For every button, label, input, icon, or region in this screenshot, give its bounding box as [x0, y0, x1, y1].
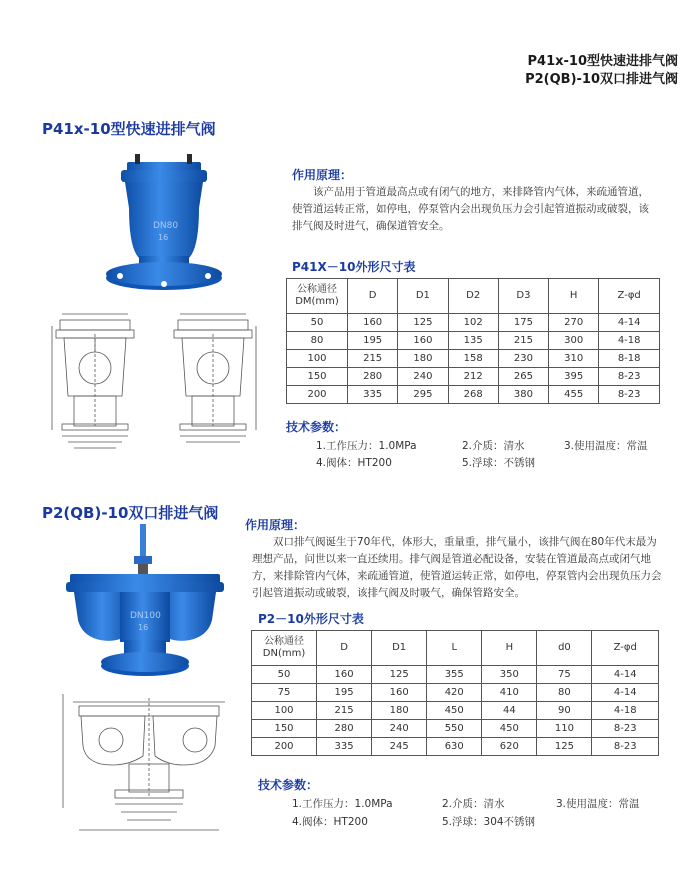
table2-header-cell: d0: [537, 631, 592, 666]
table-row: 50 160 125 102 175 270 4-14: [287, 314, 660, 332]
section1-title: P41x-10型快速进排气阀: [42, 120, 216, 138]
header-title-1: P41x-10型快速进排气阀: [527, 54, 678, 69]
valve1-cast-label: DN80: [153, 221, 179, 231]
section1-param-2: 2.介质：清水: [462, 440, 525, 452]
table-row: 100 215 180 158 230 310 8-18: [287, 350, 660, 368]
p41x-dimension-table: [286, 278, 660, 404]
table2-header-cell: D: [317, 631, 372, 666]
header-title-2: P2(QB)-10双口排进气阀: [525, 72, 678, 87]
valve2-cast-label: DN100: [130, 611, 161, 621]
valve1-cast-pn: 16: [158, 233, 169, 242]
table1-header-cell: D: [348, 279, 398, 314]
section1-param-5: 5.浮球：不锈钢: [462, 457, 536, 469]
table1-header-cell: Z-φd: [599, 279, 660, 314]
table-row: 150 280 240 550 450 110 8-23: [252, 720, 659, 738]
section2-table-title: P2－10外形尺寸表: [258, 612, 364, 626]
table1-header-cell: D1: [398, 279, 448, 314]
section2-principle-heading: 作用原理：: [245, 518, 306, 532]
section2-param-5: 5.浮球：304不锈钢: [442, 816, 536, 828]
section1-table-title: P41X－10外形尺寸表: [292, 260, 416, 274]
p41x-section-drawing-left: [42, 306, 148, 452]
table2-header-cell: Z-φd: [592, 631, 659, 666]
section2-param-2: 2.介质：清水: [442, 798, 505, 810]
p2-section-drawing: [55, 688, 230, 840]
section2-param-1: 1.工作压力：1.0MPa: [292, 798, 393, 810]
table1-header-cell: 公称通径 DM(mm): [287, 279, 348, 314]
p2-valve-photo: [60, 520, 230, 680]
section1-param-1: 1.工作压力：1.0MPa: [316, 440, 417, 452]
table-row: 200 335 295 268 380 455 8-23: [287, 386, 660, 404]
p41x-valve-photo: [95, 148, 235, 300]
table1-header-cell: H: [549, 279, 599, 314]
section1-principle-heading: 作用原理：: [292, 168, 353, 182]
section2-param-4: 4.阀体：HT200: [292, 816, 368, 828]
table-row: 150 280 240 212 265 395 8-23: [287, 368, 660, 386]
table-row: 100 215 180 450 44 90 4-18: [252, 702, 659, 720]
table2-header-cell: D1: [372, 631, 427, 666]
table-row: 50 160 125 355 350 75 4-14: [252, 666, 659, 684]
p2-dimension-table: [251, 630, 659, 756]
valve2-cast-pn: 16: [138, 623, 149, 632]
table1-header-cell: D2: [448, 279, 498, 314]
section2-param-3: 3.使用温度：常温: [556, 798, 640, 810]
section1-param-4: 4.阀体：HT200: [316, 457, 392, 469]
section2-params-heading: 技术参数：: [258, 778, 319, 792]
p41x-section-drawing-right: [160, 306, 266, 452]
table-row: 200 335 245 630 620 125 8-23: [252, 738, 659, 756]
section2-title: P2(QB)-10双口排进气阀: [42, 504, 219, 522]
section1-params-heading: 技术参数：: [286, 420, 347, 434]
table1-header-cell: D3: [498, 279, 548, 314]
table-row: 75 195 160 420 410 80 4-14: [252, 684, 659, 702]
table2-header-cell: L: [427, 631, 482, 666]
table2-header-cell: 公称通径 DN(mm): [252, 631, 317, 666]
section2-principle-text: 双口排气阀诞生于70年代，体形大，重量重，排气量小，该排气阀在80年代末最为理想产品，问世以来一直还续用。排气阀是管道必配设备，安装在管道最高点或闭气地方，来排除管内气体，来疏通管道，使管道运转正常，如停电，停泵管内会出现负压力会引起管道振动或破裂，该排气阀及时吸气，确保管路安全。: [252, 536, 662, 599]
section1-principle-text: 该产品用于管道最高点或有闭气的地方，来排降管内气体，来疏通管道，使管道运转正常，如停电，停泵管内会出现负压力会引起管道振动或破裂，该排气阀及时进气，确保道管安全。: [292, 186, 649, 232]
section1-param-3: 3.使用温度：常温: [564, 440, 648, 452]
table-row: 80 195 160 135 215 300 4-18: [287, 332, 660, 350]
table2-header-cell: H: [482, 631, 537, 666]
